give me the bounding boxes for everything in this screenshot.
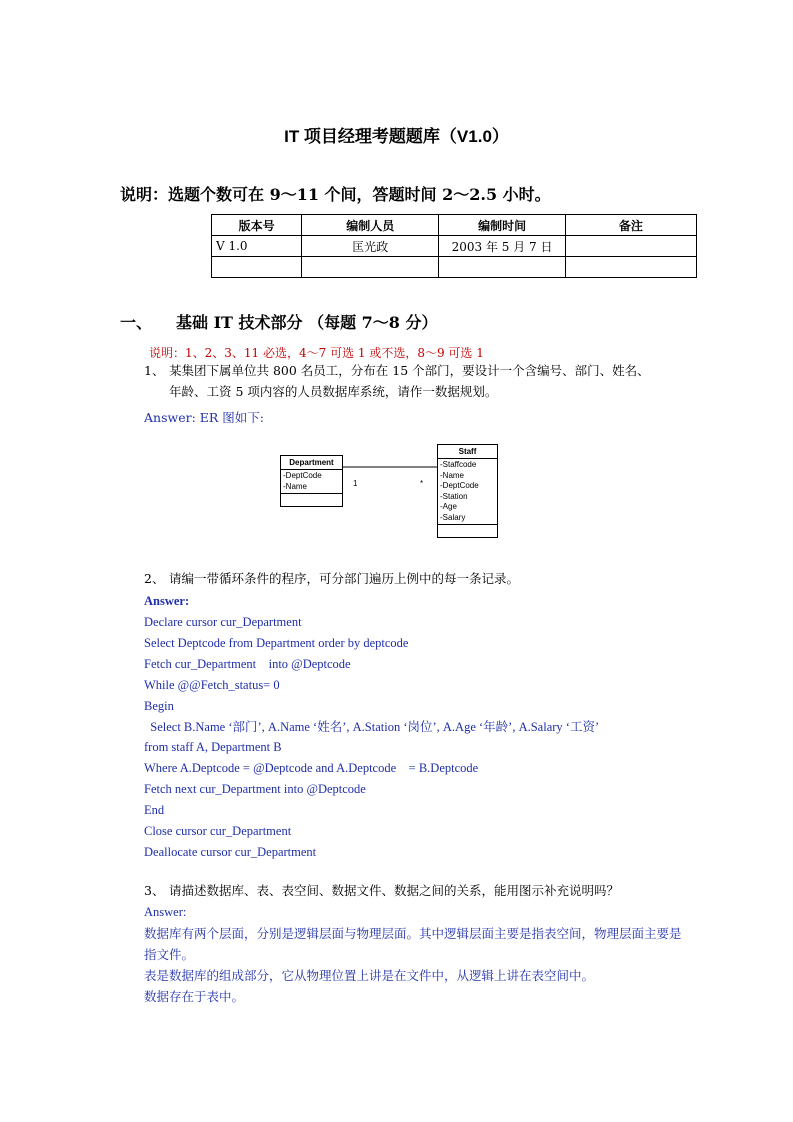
code-line: Close cursor cur_Department: [144, 824, 292, 839]
attribute: -Salary: [440, 512, 466, 522]
section-title: 基础 IT 技术部分 （每题 7～8 分）: [176, 313, 438, 332]
attribute: -Station: [440, 491, 468, 501]
table-header: 版本号: [212, 215, 302, 236]
intro-text: 说明：选题个数可在 9～11 个间，答题时间 2～2.5 小时。: [120, 185, 551, 204]
table-cell: 匡光政: [302, 236, 439, 257]
attribute: -DeptCode: [440, 481, 479, 490]
section-number: 一、: [120, 313, 153, 332]
page-title: IT 项目经理考题题库（V1.0）: [284, 127, 509, 146]
code-line: from staff A, Department B: [144, 740, 282, 755]
section-note: 说明：1、2、3、11 必选，4～7 可选 1 或不选，8～9 可选 1: [149, 346, 484, 360]
entity-operations: [281, 494, 342, 506]
code-line: Deallocate cursor cur_Department: [144, 844, 317, 859]
attribute: -Staffcode: [440, 460, 477, 469]
question-3: [144, 880, 619, 901]
code-line: Select B.Name ‘部门’, A.Name ‘姓名’, A.Station ‘岗位’, A.Age ‘年龄’, A.Salary ‘工资’: [144, 719, 600, 734]
multiplicity-right: *: [420, 479, 424, 488]
table-header: 编制人员: [302, 215, 439, 236]
code-line: Declare cursor cur_Department: [144, 615, 302, 629]
table-cell: V 1.0: [212, 236, 302, 257]
question-text: 请编一带循环条件的程序，可分部门遍历上例中的每一条记录。: [169, 571, 520, 586]
answer-label: Answer: ER 图如下:: [144, 410, 264, 425]
code-line: Begin: [144, 698, 174, 713]
attribute: -Age: [440, 502, 457, 511]
code-line: Fetch next cur_Department into @Deptcode: [144, 782, 366, 797]
answer-paragraph: 数据存在于表中。: [144, 989, 245, 1004]
code-line: Select Deptcode from Department order by deptcode: [144, 635, 409, 650]
entity-attributes: [281, 470, 342, 494]
entity-staff: [437, 444, 498, 538]
question-number: 1、: [144, 363, 165, 378]
question-2: [144, 568, 519, 589]
answer-label: Answer:: [144, 594, 190, 608]
table-header: 备注: [565, 215, 696, 236]
code-line: Where A.Deptcode = @Deptcode and A.Deptcode = B.Deptcode: [144, 761, 479, 776]
attribute: -Name: [283, 481, 308, 491]
entity-name: Department: [281, 456, 342, 470]
code-block: [144, 612, 599, 863]
entity-attributes: [438, 459, 497, 525]
question-text: 请描述数据库、表、表空间、数据文件、数据之间的关系，能用图示补充说明吗？: [169, 883, 620, 898]
table-cell: 2003 年 5 月 7 日: [439, 236, 565, 257]
answer-paragraphs: [144, 923, 684, 1007]
attribute: -DeptCode: [283, 471, 322, 480]
code-line: End: [144, 803, 165, 818]
table-header: 编制时间: [439, 215, 565, 236]
question-number: 3、: [144, 883, 165, 898]
code-line: Fetch cur_Department into @Deptcode: [144, 656, 351, 671]
answer-label: Answer:: [144, 905, 187, 919]
entity-operations: [438, 525, 497, 537]
question-number: 2、: [144, 571, 165, 586]
entity-name: Staff: [438, 445, 497, 459]
code-line: While @@Fetch_status= 0: [144, 677, 280, 692]
question-text: 某集团下属单位共 800 名员工，分布在 15 个部门，要设计一个含编号、部门、姓名、: [169, 363, 650, 378]
multiplicity-left: 1: [353, 479, 358, 488]
answer-paragraph: 表是数据库的组成部分，它从物理位置上讲是在文件中，从逻辑上讲在表空间中。: [144, 968, 595, 983]
question-text: 年龄、工资 5 项内容的人员数据库系统，请作一数据规划。: [169, 384, 498, 399]
entity-department: [280, 455, 343, 507]
answer-paragraph: 数据库有两个层面，分别是逻辑层面与物理层面。其中逻辑层面主要是指表空间，物理层面主要是指文件。: [144, 926, 682, 962]
attribute: -Name: [440, 470, 465, 480]
